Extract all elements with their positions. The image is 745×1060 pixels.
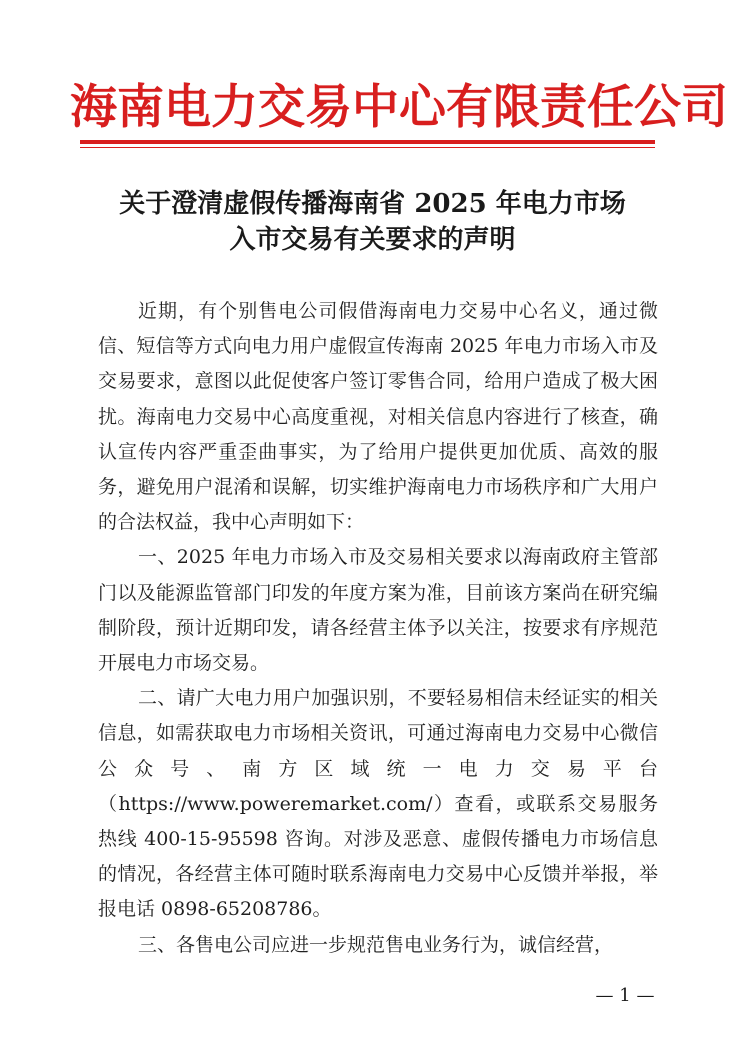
document-body <box>98 294 658 963</box>
paragraph-item-3: 三、各售电公司应进一步规范售电业务行为，诚信经营， <box>138 933 614 956</box>
document-title-line-1: 关于澄清虚假传播海南省 2025 年电力市场 <box>119 189 626 219</box>
page-number: — 1 — <box>595 985 655 1006</box>
organization-letterhead: 海南电力交易中心有限责任公司 <box>70 80 728 135</box>
paragraph-item-2: 二、请广大电力用户加强识别，不要轻易相信未经证实的相关信息，如需获取电力市场相关资讯，可通过海南电力交易中心微信公众号、南方区域统一电力交易平台（https://www.poweremarket.com/）查看，或联系交易服务热线 400-15-95598 咨询。对涉及恶意、虚假传播电力市场信息的情况，各经营主体可随时联系海南电力交易中心反馈并举报，举报电话 0898-65208786。 <box>98 687 658 921</box>
document-title-line-2: 入市交易有关要求的声明 <box>229 225 516 255</box>
paragraph-intro: 近期，有个别售电公司假借海南电力交易中心名义，通过微信、短信等方式向电力用户虚假宣传海南 2025 年电力市场入市及交易要求，意图以此促使客户签订零售合同，给用户造成了极大困扰。海南电力交易中心高度重视，对相关信息内容进行了核查，确认宣传内容严重歪曲事实，为了给用户提供更加优质、高效的服务，避免用户混淆和误解，切实维护海南电力市场秩序和广大用户的合法权益，我中心声明如下： <box>98 300 658 534</box>
letterhead-rule-thin <box>80 147 655 148</box>
letterhead-rule-thick <box>80 140 655 144</box>
document-title <box>60 186 685 258</box>
paragraph-item-1: 一、2025 年电力市场入市及交易相关要求以海南政府主管部门以及能源监管部门印发的年度方案为准，目前该方案尚在研究编制阶段，预计近期印发，请各经营主体予以关注，按要求有序规范开展电力市场交易。 <box>98 546 658 675</box>
